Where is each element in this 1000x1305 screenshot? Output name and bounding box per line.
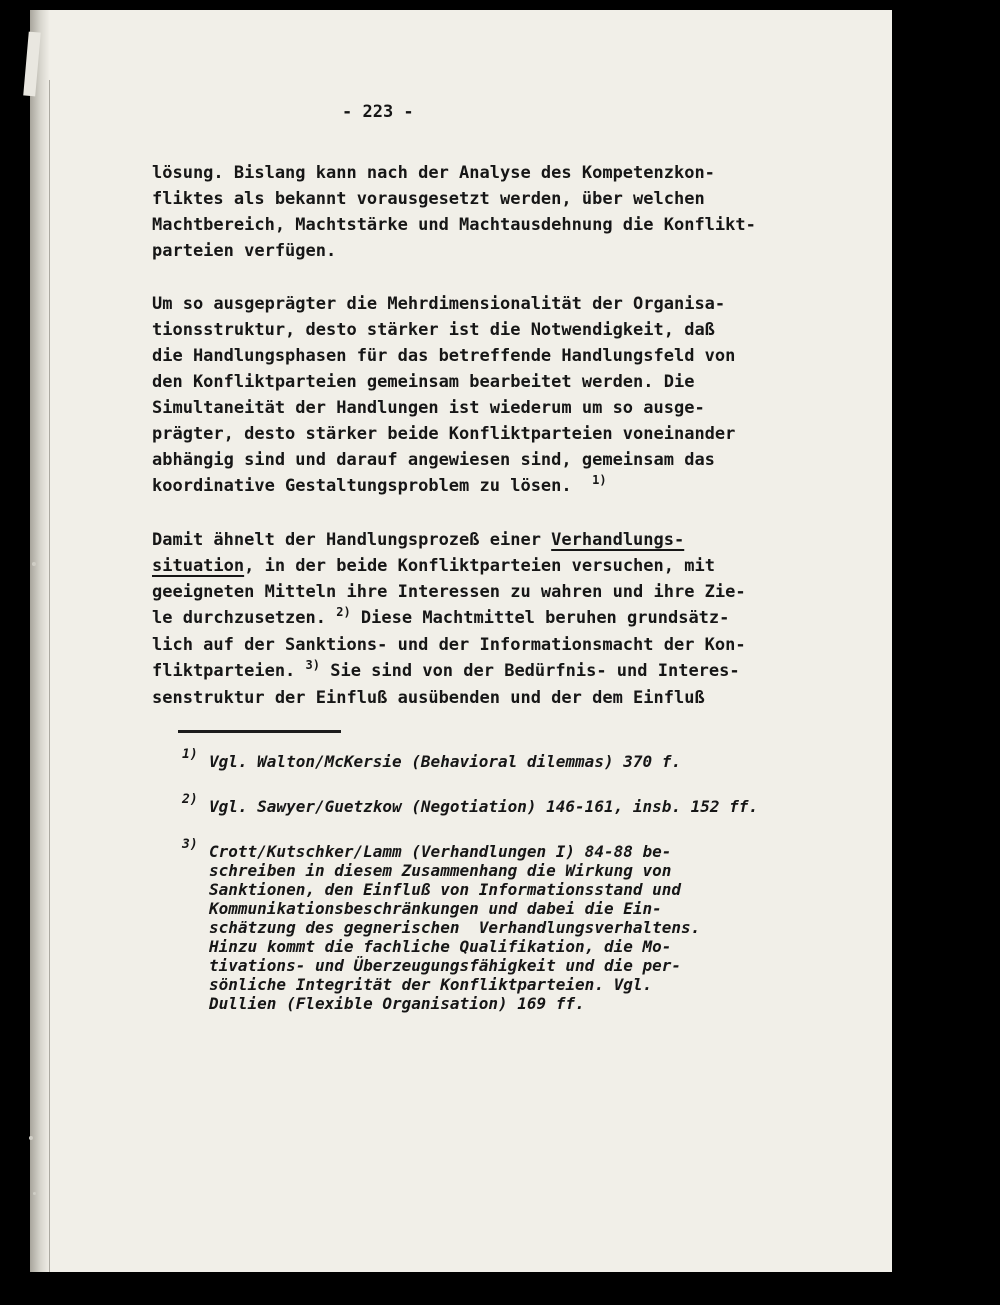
text-line <box>152 317 756 343</box>
text-line <box>152 212 756 238</box>
page-number: - 223 - <box>342 102 414 122</box>
footnote-text <box>209 797 758 816</box>
footnote-marker: 2) <box>182 792 198 807</box>
text-line <box>152 579 756 605</box>
text-segment: die Handlungsphasen für das betreffende Handlungsfeld von <box>152 346 736 366</box>
text-segment: fliktes als bekannt vorausgesetzt werden, über welchen <box>152 189 705 209</box>
footnote-item <box>182 837 758 1013</box>
text-segment: le durchzusetzen. <box>152 608 337 628</box>
text-segment: den Konfliktparteien gemeinsam bearbeitet werden. Die <box>152 372 695 392</box>
footnote-marker: 1) <box>182 747 198 762</box>
text-segment: abhängig sind und darauf angewiesen sind, gemeinsam das <box>152 450 715 470</box>
text-line <box>152 685 756 711</box>
underlined-text: situation <box>152 556 245 576</box>
text-line <box>152 238 756 264</box>
document-page <box>30 10 892 1272</box>
footnote-ref: 1) <box>592 473 607 487</box>
body-paragraphs <box>152 160 756 738</box>
footnote-line: Hinzu kommt die fachliche Qualifikation, die Mo- <box>209 937 672 956</box>
footnote-text <box>209 842 758 1013</box>
text-segment: Simultaneität der Handlungen ist wiederum um so ausge- <box>152 398 705 418</box>
page-crease <box>49 80 50 1272</box>
text-line <box>152 421 756 447</box>
text-line <box>152 658 756 685</box>
text-segment: prägter, desto stärker beide Konfliktparteien voneinander <box>152 424 736 444</box>
text-line <box>152 605 756 632</box>
paragraph <box>152 160 756 264</box>
text-segment: senstruktur der Einfluß ausübenden und der dem Einfluß <box>152 688 705 708</box>
footnote-line: Vgl. Sawyer/Guetzkow (Negotiation) 146-161, insb. 152 ff. <box>209 797 759 816</box>
text-segment: lich auf der Sanktions- und der Informationsmacht der Kon- <box>152 635 746 655</box>
footnote-marker: 3) <box>182 837 198 852</box>
footnote-ref: 3) <box>305 658 320 672</box>
footnote-line: Sanktionen, den Einfluß von Informationsstand und <box>209 880 682 899</box>
footnote-separator <box>178 730 341 733</box>
text-segment: Damit ähnelt der Handlungsprozeß einer <box>152 530 552 550</box>
scan-artifact <box>33 1192 36 1195</box>
text-segment: Diese Machtmittel beruhen grundsätz- <box>350 608 730 628</box>
text-segment: geeigneten Mitteln ihre Interessen zu wahren und ihre Zie- <box>152 582 746 602</box>
footnote-line: Dullien (Flexible Organisation) 169 ff. <box>209 994 585 1013</box>
text-line <box>152 527 756 553</box>
text-line <box>152 395 756 421</box>
text-segment: Um so ausgeprägter die Mehrdimensionalität der Organisa- <box>152 294 726 314</box>
footnote-line: schätzung des gegnerischen Verhandlungsverhaltens. <box>209 918 701 937</box>
text-line <box>152 291 756 317</box>
footnote-item <box>182 747 758 771</box>
paragraph <box>152 291 756 500</box>
text-line <box>152 447 756 473</box>
text-segment: lösung. Bislang kann nach der Analyse des Kompetenzkon- <box>152 163 715 183</box>
text-line <box>152 186 756 212</box>
footnote-line: tivations- und Überzeugungsfähigkeit und die per- <box>209 956 682 975</box>
text-line <box>152 553 756 579</box>
scan-artifact <box>32 562 36 566</box>
text-line <box>152 632 756 658</box>
scan-artifact <box>29 1136 33 1140</box>
footnote-line: Vgl. Walton/McKersie (Behavioral dilemmas) 370 f. <box>209 752 682 771</box>
paragraph <box>152 527 756 711</box>
text-segment: Sie sind von der Bedürfnis- und Interes- <box>319 661 740 681</box>
footnotes <box>182 747 759 1039</box>
text-line <box>152 343 756 369</box>
underlined-text: Verhandlungs- <box>551 530 685 550</box>
page-edge-shadow <box>30 10 50 1272</box>
footnote-line: Kommunikationsbeschränkungen und dabei die Ein- <box>209 899 662 918</box>
text-segment: koordinative Gestaltungsproblem zu lösen. <box>152 476 593 496</box>
text-segment: , in der beide Konfliktparteien versuchen, mit <box>244 556 715 576</box>
text-segment: tionsstruktur, desto stärker ist die Notwendigkeit, daß <box>152 320 715 340</box>
footnote-ref: 2) <box>336 605 351 619</box>
text-line <box>152 369 756 395</box>
text-line <box>152 160 756 186</box>
text-segment: fliktparteien. <box>152 661 306 681</box>
text-segment: Machtbereich, Machtstärke und Machtausdehnung die Konflikt- <box>152 215 756 235</box>
footnote-line: schreiben in diesem Zusammenhang die Wirkung von <box>209 861 672 880</box>
footnote-text <box>209 752 758 771</box>
footnote-line: sönliche Integrität der Konfliktparteien. Vgl. <box>209 975 653 994</box>
text-line <box>152 473 756 500</box>
footnote-item <box>182 792 759 816</box>
footnote-line: Crott/Kutschker/Lamm (Verhandlungen I) 84-88 be- <box>209 842 672 861</box>
text-segment: parteien verfügen. <box>152 241 337 261</box>
